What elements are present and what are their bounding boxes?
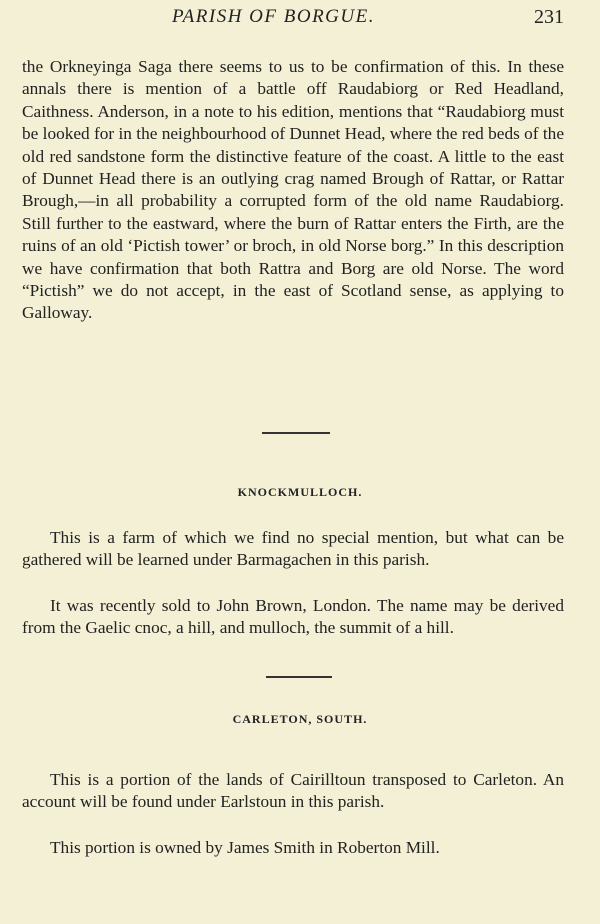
paragraph-orkneyinga: the Orkneyinga Saga there seems to us to be confirmation of this. In these annals there is mention of a battle off Raudabiorg or Red Headland, Caithness. Anderson, in a note to his edition, mentions that “Raudabiorg must be looked for in the neighbourhood of Dunnet Head, where the red beds of the old red sandstone form the distinctive feature of the coast. A little to the east of Dunnet Head there is an outlying crag named Brough of Rattar, or Rattar Brough,—in all probability a corrupted form of the old name Raudabiorg. Still further to the eastward, where the burn of Rattar enters the Firth, are the ruins of an old ‘Pictish tower’ or broch, in old Norse borg.” In this description we have confirmation that both Rattra and Borg are old Norse. The word “Pictish” we do not accept, in the east of Scotland sense, as applying to Galloway.: [22, 57, 564, 323]
paragraph-carleton-owner: This portion is owned by James Smith in Roberton Mill.: [50, 838, 440, 857]
section-divider: [262, 432, 330, 434]
running-title: PARISH OF BORGUE.: [172, 6, 375, 27]
running-head: [0, 4, 600, 34]
paragraph-carleton-lands: This is a portion of the lands of Cairilltoun transposed to Carleton. An account will be found under Earlstoun in this parish.: [22, 770, 564, 812]
heading-carleton-south: CARLETON, SOUTH.: [232, 712, 368, 726]
paragraph-knockmulloch-farm: This is a farm of which we find no special mention, but what can be gathered will be learned under Barmagachen in this parish.: [22, 528, 564, 570]
heading-knockmulloch: KNOCKMULLOCH.: [237, 485, 363, 499]
section-divider-2: [266, 676, 332, 678]
paragraph-knockmulloch-sale: It was recently sold to John Brown, London. The name may be derived from the Gaelic cnoc, a hill, and mulloch, the summit of a hill.: [22, 596, 564, 638]
page-number: 231: [534, 6, 564, 28]
